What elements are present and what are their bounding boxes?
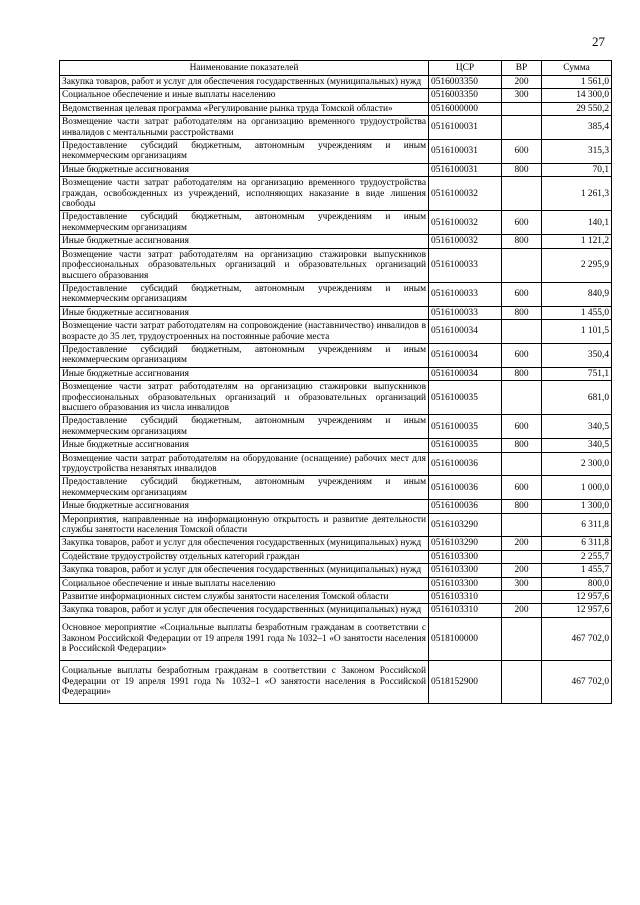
cell-csr: 0516100036 — [429, 476, 502, 500]
cell-vr: 800 — [502, 500, 542, 513]
table-row — [60, 235, 612, 248]
cell-sum: 140,1 — [542, 211, 612, 235]
cell-vr — [502, 248, 542, 282]
column-header-csr: ЦСР — [429, 61, 502, 76]
cell-name: Иные бюджетные ассигнования — [60, 500, 429, 513]
cell-name: Закупка товаров, работ и услуг для обеспечения государственных (муниципальных) нужд — [60, 604, 429, 617]
table-row — [60, 591, 612, 604]
cell-csr: 0516100035 — [429, 381, 502, 415]
table-row — [60, 140, 612, 164]
table-row — [60, 513, 612, 537]
cell-csr: 0516100032 — [429, 235, 502, 248]
cell-sum: 350,4 — [542, 343, 612, 367]
cell-vr: 300 — [502, 577, 542, 590]
cell-name: Социальное обеспечение и иные выплаты населению — [60, 89, 429, 102]
cell-vr — [502, 550, 542, 563]
cell-csr: 0516100035 — [429, 415, 502, 439]
cell-name: Возмещение части затрат работодателям на организацию временного трудоустройства инвалидов с ментальными расстройствами — [60, 116, 429, 140]
cell-name: Иные бюджетные ассигнования — [60, 306, 429, 319]
column-header-sum: Сумма — [542, 61, 612, 76]
cell-csr: 0516100034 — [429, 320, 502, 344]
table-row — [60, 248, 612, 282]
cell-csr: 0516000000 — [429, 102, 502, 115]
cell-name: Возмещение части затрат работодателям на организацию стажировки выпускников профессиональных образовательных организаций и образовательных организаций высшего образования из числа инвалидов — [60, 381, 429, 415]
cell-vr: 800 — [502, 163, 542, 176]
cell-sum: 315,3 — [542, 140, 612, 164]
column-header-vr: ВР — [502, 61, 542, 76]
cell-vr — [502, 102, 542, 115]
cell-csr: 0516100032 — [429, 177, 502, 211]
cell-vr: 200 — [502, 537, 542, 550]
table-row — [60, 476, 612, 500]
cell-vr — [502, 381, 542, 415]
cell-name: Предоставление субсидий бюджетным, автономным учреждениям и иным некоммерческим организациям — [60, 140, 429, 164]
cell-name: Социальные выплаты безработным гражданам в соответствии с Законом Российской Федерации от 19 апреля 1991 года № 1032–1 «О занятости населения в Российской Федерации» — [60, 660, 429, 703]
cell-sum: 6 311,8 — [542, 537, 612, 550]
cell-name: Возмещение части затрат работодателям на оборудование (оснащение) рабочих мест для трудоустройства незанятых инвалидов — [60, 452, 429, 476]
cell-sum: 12 957,6 — [542, 604, 612, 617]
cell-sum: 1 101,5 — [542, 320, 612, 344]
cell-csr: 0516100031 — [429, 140, 502, 164]
table-row — [60, 452, 612, 476]
cell-sum: 1 121,2 — [542, 235, 612, 248]
cell-sum: 70,1 — [542, 163, 612, 176]
cell-vr: 600 — [502, 415, 542, 439]
cell-name: Предоставление субсидий бюджетным, автономным учреждениям и иным некоммерческим организациям — [60, 343, 429, 367]
page-number: 27 — [592, 34, 605, 49]
cell-csr: 0516103290 — [429, 513, 502, 537]
cell-sum: 1 455,7 — [542, 564, 612, 577]
cell-sum: 14 300,0 — [542, 89, 612, 102]
cell-csr: 0516003350 — [429, 76, 502, 89]
column-header-name: Наименование показателей — [60, 61, 429, 76]
table-row — [60, 116, 612, 140]
cell-sum: 2 255,7 — [542, 550, 612, 563]
cell-sum: 29 550,2 — [542, 102, 612, 115]
cell-name: Иные бюджетные ассигнования — [60, 163, 429, 176]
table-row — [60, 76, 612, 89]
table-body — [60, 76, 612, 704]
table-row — [60, 381, 612, 415]
cell-vr: 600 — [502, 211, 542, 235]
cell-vr: 200 — [502, 76, 542, 89]
table-row — [60, 163, 612, 176]
table-header-row — [60, 61, 612, 76]
cell-vr: 300 — [502, 89, 542, 102]
cell-name: Содействие трудоустройству отдельных категорий граждан — [60, 550, 429, 563]
table-row — [60, 577, 612, 590]
cell-csr: 0516103310 — [429, 591, 502, 604]
cell-sum: 681,0 — [542, 381, 612, 415]
table-row — [60, 89, 612, 102]
cell-name: Закупка товаров, работ и услуг для обеспечения государственных (муниципальных) нужд — [60, 76, 429, 89]
table-row — [60, 537, 612, 550]
cell-csr: 0516100034 — [429, 343, 502, 367]
cell-vr: 600 — [502, 140, 542, 164]
cell-name: Основное мероприятие «Социальные выплаты безработным гражданам в соответствии с Законом Российской Федерации от 19 апреля 1991 года № 1032–1 «О занятости населения в Российской Федерации» — [60, 617, 429, 660]
budget-table — [59, 60, 612, 704]
cell-csr: 0516100033 — [429, 306, 502, 319]
cell-name: Закупка товаров, работ и услуг для обеспечения государственных (муниципальных) нужд — [60, 537, 429, 550]
table-row — [60, 102, 612, 115]
cell-name: Закупка товаров, работ и услуг для обеспечения государственных (муниципальных) нужд — [60, 564, 429, 577]
table-row — [60, 550, 612, 563]
cell-sum: 340,5 — [542, 439, 612, 452]
cell-vr — [502, 452, 542, 476]
cell-sum: 385,4 — [542, 116, 612, 140]
cell-name: Мероприятия, направленные на информационную открытость и развитие деятельности службы занятости населения Томской области — [60, 513, 429, 537]
cell-name: Возмещение части затрат работодателям на организацию стажировки выпускников профессиональных образовательных организаций и образовательных организаций высшего образования — [60, 248, 429, 282]
cell-name: Развитие информационных систем службы занятости населения Томской области — [60, 591, 429, 604]
table-row — [60, 564, 612, 577]
cell-name: Иные бюджетные ассигнования — [60, 235, 429, 248]
cell-name: Предоставление субсидий бюджетным, автономным учреждениям и иным некоммерческим организациям — [60, 476, 429, 500]
cell-name: Ведомственная целевая программа «Регулирование рынка труда Томской области» — [60, 102, 429, 115]
cell-vr: 800 — [502, 367, 542, 380]
table-row — [60, 604, 612, 617]
table-row — [60, 500, 612, 513]
cell-vr — [502, 116, 542, 140]
cell-vr: 800 — [502, 235, 542, 248]
cell-vr: 600 — [502, 282, 542, 306]
cell-csr: 0516100033 — [429, 248, 502, 282]
cell-sum: 340,5 — [542, 415, 612, 439]
cell-sum: 2 300,0 — [542, 452, 612, 476]
cell-sum: 1 300,0 — [542, 500, 612, 513]
table-row — [60, 211, 612, 235]
cell-csr: 0516100035 — [429, 439, 502, 452]
table-row — [60, 343, 612, 367]
cell-name: Социальное обеспечение и иные выплаты населению — [60, 577, 429, 590]
cell-vr — [502, 513, 542, 537]
cell-vr — [502, 617, 542, 660]
cell-sum: 467 702,0 — [542, 660, 612, 703]
cell-name: Возмещение части затрат работодателям на организацию временного трудоустройства граждан, освобожденных из учреждений, исполняющих наказание в виде лишения свободы — [60, 177, 429, 211]
cell-sum: 800,0 — [542, 577, 612, 590]
table-row — [60, 177, 612, 211]
cell-name: Иные бюджетные ассигнования — [60, 439, 429, 452]
cell-sum: 751,1 — [542, 367, 612, 380]
cell-csr: 0516103300 — [429, 564, 502, 577]
cell-csr: 0516103300 — [429, 577, 502, 590]
cell-name: Предоставление субсидий бюджетным, автономным учреждениям и иным некоммерческим организациям — [60, 211, 429, 235]
cell-vr: 200 — [502, 604, 542, 617]
cell-csr: 0518100000 — [429, 617, 502, 660]
cell-name: Предоставление субсидий бюджетным, автономным учреждениям и иным некоммерческим организациям — [60, 415, 429, 439]
table-row — [60, 415, 612, 439]
cell-csr: 0516100036 — [429, 500, 502, 513]
cell-csr: 0516100034 — [429, 367, 502, 380]
cell-sum: 2 295,9 — [542, 248, 612, 282]
cell-vr — [502, 591, 542, 604]
cell-sum: 1 561,0 — [542, 76, 612, 89]
cell-sum: 6 311,8 — [542, 513, 612, 537]
cell-sum: 1 455,0 — [542, 306, 612, 319]
cell-vr: 200 — [502, 564, 542, 577]
table-row — [60, 617, 612, 660]
cell-vr: 600 — [502, 343, 542, 367]
cell-csr: 0516103310 — [429, 604, 502, 617]
cell-name: Иные бюджетные ассигнования — [60, 367, 429, 380]
cell-name: Возмещение части затрат работодателям на сопровождение (наставничество) инвалидов в возрасте до 35 лет, трудоустроенных на постоянные рабочие места — [60, 320, 429, 344]
cell-vr — [502, 320, 542, 344]
cell-name: Предоставление субсидий бюджетным, автономным учреждениям и иным некоммерческим организациям — [60, 282, 429, 306]
cell-vr: 600 — [502, 476, 542, 500]
cell-sum: 1 261,3 — [542, 177, 612, 211]
cell-csr: 0516100036 — [429, 452, 502, 476]
cell-csr: 0516100031 — [429, 116, 502, 140]
table-row — [60, 660, 612, 703]
cell-csr: 0516100031 — [429, 163, 502, 176]
cell-vr — [502, 660, 542, 703]
cell-csr: 0518152900 — [429, 660, 502, 703]
cell-vr — [502, 177, 542, 211]
cell-vr: 800 — [502, 306, 542, 319]
cell-csr: 0516003350 — [429, 89, 502, 102]
cell-csr: 0516103290 — [429, 537, 502, 550]
cell-csr: 0516100033 — [429, 282, 502, 306]
table-row — [60, 320, 612, 344]
cell-sum: 840,9 — [542, 282, 612, 306]
cell-vr: 800 — [502, 439, 542, 452]
table-row — [60, 306, 612, 319]
cell-csr: 0516100032 — [429, 211, 502, 235]
cell-csr: 0516103300 — [429, 550, 502, 563]
table-row — [60, 439, 612, 452]
cell-sum: 1 000,0 — [542, 476, 612, 500]
cell-sum: 467 702,0 — [542, 617, 612, 660]
table-row — [60, 367, 612, 380]
table-row — [60, 282, 612, 306]
cell-sum: 12 957,6 — [542, 591, 612, 604]
